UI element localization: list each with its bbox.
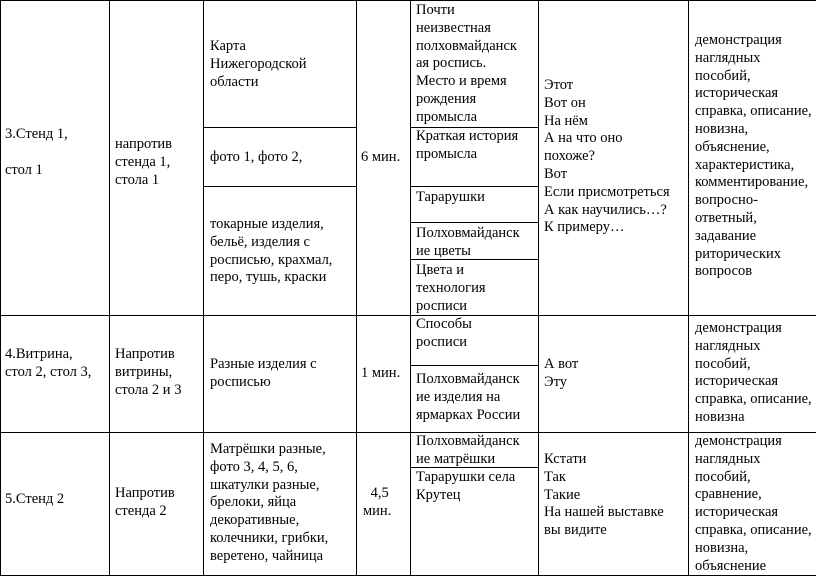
topic-cell: Тарарушки села Крутец bbox=[416, 469, 516, 503]
topic-cell: Цвета и технология росписи bbox=[416, 262, 486, 314]
rule-col-4 bbox=[410, 0, 411, 576]
methods-cell: демонстрация наглядных пособий, историческая справка, описание, новизна, объяснение, характеристика, комментирование, вопросно- ответный, задавание риторических вопросов bbox=[695, 32, 812, 280]
place-cell: Напротив стенда 2 bbox=[115, 485, 175, 519]
rule-topics-5 bbox=[410, 365, 538, 366]
rule-topics-2 bbox=[410, 186, 538, 187]
rule-col-1 bbox=[109, 0, 110, 576]
material-cell: фото 1, фото 2, bbox=[210, 149, 303, 165]
stage-cell: 3.Стенд 1, стол 1 bbox=[5, 126, 68, 178]
rule-col-6 bbox=[688, 0, 689, 576]
topic-cell: Полховмайданск ие матрёшки bbox=[416, 433, 520, 467]
rule-materials-2 bbox=[203, 186, 356, 187]
topic-cell: Способы росписи bbox=[416, 316, 472, 350]
place-cell: Напротив витрины, стола 2 и 3 bbox=[115, 346, 182, 398]
topic-cell: Краткая история промысла bbox=[416, 128, 519, 162]
methods-cell: демонстрация наглядных пособий, историческая справка, описание, новизна bbox=[695, 320, 812, 425]
time-cell: 4,5 мин. bbox=[363, 485, 392, 519]
rule-col-2 bbox=[203, 0, 204, 576]
material-cell: Разные изделия с росписью bbox=[210, 356, 317, 390]
material-cell: Карта Нижегородской области bbox=[210, 38, 307, 90]
rule-col-3 bbox=[356, 0, 357, 576]
rule-row5-top bbox=[0, 432, 816, 433]
rule-materials-1 bbox=[203, 127, 356, 128]
phrases-cell: А вот Эту bbox=[544, 356, 579, 390]
topic-cell: Почти неизвестная полховмайданск ая роспись. Место и время рождения промысла bbox=[416, 2, 517, 125]
rule-topics-3 bbox=[410, 222, 538, 223]
time-cell: 1 мин. bbox=[361, 365, 401, 381]
material-cell: токарные изделия, бельё, изделия с росписью, крахмал, перо, тушь, краски bbox=[210, 216, 333, 286]
stage-cell: 4.Витрина, стол 2, стол 3, bbox=[5, 346, 92, 380]
material-cell: Матрёшки разные, фото 3, 4, 5, 6, шкатулки разные, брелоки, яйца декоративные, колечники, грибки, веретено, чайница bbox=[210, 441, 329, 564]
phrases-cell: Кстати Так Такие На нашей выставке вы видите bbox=[544, 451, 664, 539]
rule-row3-top bbox=[0, 0, 816, 1]
methods-cell: демонстрация наглядных пособий, сравнение, историческая справка, описание, новизна, объяснение bbox=[695, 433, 812, 574]
rule-row4-top bbox=[0, 315, 816, 316]
place-cell: напротив стенда 1, стола 1 bbox=[115, 136, 173, 188]
rule-left bbox=[0, 0, 1, 576]
topic-cell: Полховмайданск ие изделия на ярмарках России bbox=[416, 371, 521, 423]
stage-cell: 5.Стенд 2 bbox=[5, 491, 65, 507]
phrases-cell: Этот Вот он На нём А на что оно похоже? Вот Если присмотреться А как научились…? К примеру… bbox=[544, 77, 670, 236]
topic-cell: Полховмайданск ие цветы bbox=[416, 225, 520, 259]
time-cell: 6 мин. bbox=[361, 149, 401, 165]
rule-col-5 bbox=[538, 0, 539, 576]
topic-cell: Тарарушки bbox=[416, 189, 485, 205]
